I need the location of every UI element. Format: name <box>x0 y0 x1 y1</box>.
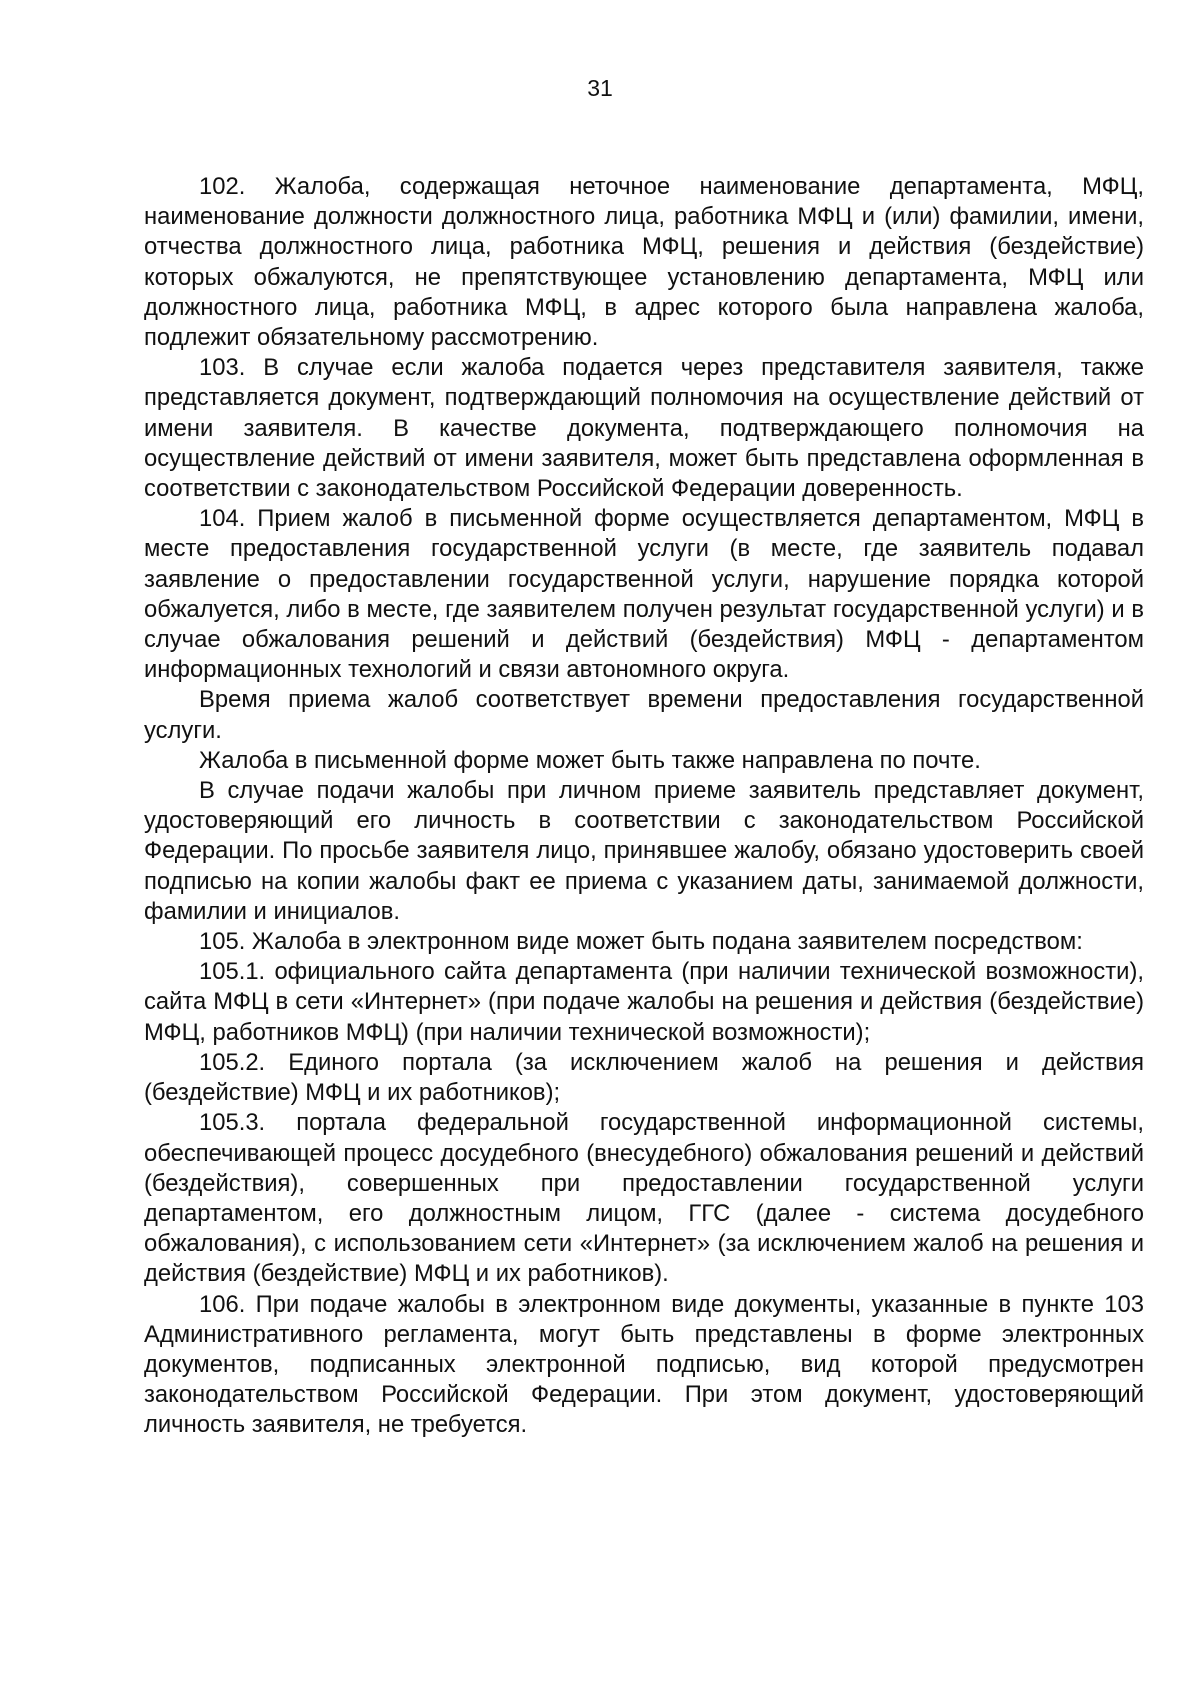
paragraph-105-1: 105.1. официального сайта департамента (при наличии технической возможности), сайта МФЦ в сети «Интернет» (при подаче жалобы на решения и действия (бездействие) МФЦ, работников МФЦ) (при наличии технической возможности); <box>144 958 1144 1046</box>
paragraph-102: 102. Жалоба, содержащая неточное наименование департамента, МФЦ, наименование должности должностного лица, работника МФЦ и (или) фамилии, имени, отчества должностного лица, работника МФЦ, решения и действия (бездействие) которых обжалуются, не препятствующее установлению департамента, МФЦ или должностного лица, работника МФЦ, в адрес которого была направлена жалоба, подлежит обязательному рассмотрению. <box>144 173 1144 352</box>
page-number: 31 <box>587 75 613 101</box>
paragraph-106: 106. При подаче жалобы в электронном виде документы, указанные в пункте 103 Административного регламента, могут быть представлены в форме электронных документов, подписанных электронной подписью, вид которой предусмотрен законодательством Российской Федерации. При этом документ, удостоверяющий личность заявителя, не требуется. <box>144 1290 1144 1439</box>
paragraph-103: 103. В случае если жалоба подается через представителя заявителя, также представляется документ, подтверждающий полномочия на осуществление действий от имени заявителя. В качестве документа, подтверждающего полномочия на осуществление действий от имени заявителя, может быть представлена оформленная в соответствии с законодательством Российской Федерации доверенность. <box>144 354 1144 503</box>
document-body <box>144 172 1144 1441</box>
paragraph-104: 104. Прием жалоб в письменной форме осуществляется департаментом, МФЦ в месте предоставления государственной услуги (в месте, где заявитель подавал заявление о предоставлении государственной услуги, нарушение порядка которой обжалуется, либо в месте, где заявителем получен результат государственной услуги) и в случае обжалования решений и действий (бездействия) МФЦ - департаментом информационных технологий и связи автономного округа. <box>144 505 1144 684</box>
paragraph-personal-reception: В случае подачи жалобы при личном приеме заявитель представляет документ, удостоверяющий его личность в соответствии с законодательством Российской Федерации. По просьбе заявителя лицо, принявшее жалобу, обязано удостоверить своей подписью на копии жалобы факт ее приема с указанием даты, занимаемой должности, фамилии и инициалов. <box>144 777 1144 925</box>
paragraph-105-2: 105.2. Единого портала (за исключением жалоб на решения и действия (бездействие) МФЦ и их работников); <box>144 1048 1144 1107</box>
paragraph-mail: Жалоба в письменной форме может быть также направлена по почте. <box>199 746 981 774</box>
paragraph-105-3: 105.3. портала федеральной государственной информационной системы, обеспечивающей процесс досудебного (внесудебного) обжалования решений и действий (бездействия), совершенных при предоставлении государственной услуги департаментом, его должностным лицом, ГГС (далее - система досудебного обжалования), с использованием сети «Интернет» (за исключением жалоб на решения и действия (бездействие) МФЦ и их работников). <box>144 1109 1144 1288</box>
paragraph-105: 105. Жалоба в электронном виде может быть подана заявителем посредством: <box>199 928 1083 956</box>
paragraph-reception-time: Время приема жалоб соответствует времени предоставления государственной услуги. <box>144 686 1144 744</box>
